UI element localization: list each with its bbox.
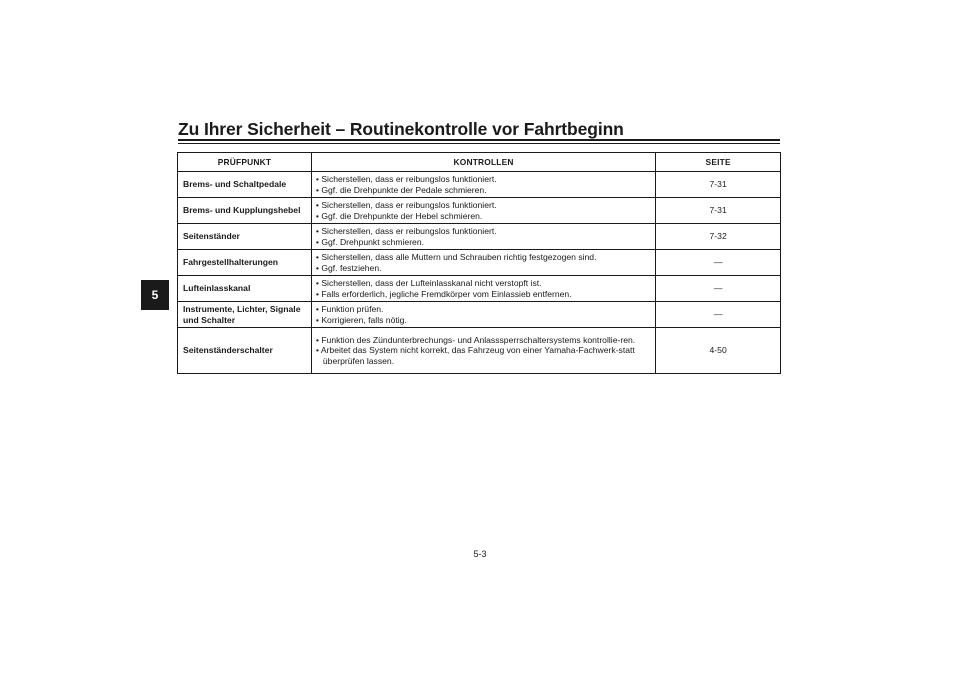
row-checks [311,328,655,374]
row-page: 7-31 [656,198,781,224]
row-point: Seitenständerschalter [178,328,312,374]
check-item: • Ggf. die Drehpunkte der Pedale schmieren. [316,185,650,195]
check-item: • Sicherstellen, dass der Lufteinlasskanal nicht verstopft ist. [316,278,650,288]
page-number: 5-3 [473,549,487,559]
table-row [178,276,781,302]
row-page: — [656,302,781,328]
row-page: 7-32 [656,224,781,250]
column-header-page: SEITE [656,153,781,172]
check-item: • Sicherstellen, dass alle Muttern und Schrauben richtig festgezogen sind. [316,252,650,262]
row-checks [311,302,655,328]
check-item: • Falls erforderlich, jegliche Fremdkörper vom Einlassieb entfernen. [316,289,650,299]
table-row [178,172,781,198]
row-point: Lufteinlasskanal [178,276,312,302]
row-page: — [656,250,781,276]
title-rule-thin [178,143,780,144]
table-row [178,224,781,250]
check-item: • Sicherstellen, dass er reibungslos funktioniert. [316,226,650,236]
check-item: • Funktion prüfen. [316,304,650,314]
table-row [178,198,781,224]
row-checks [311,224,655,250]
check-item: • Ggf. die Drehpunkte der Hebel schmieren. [316,211,650,221]
table-row [178,328,781,374]
table-header-row [178,153,781,172]
page-title: Zu Ihrer Sicherheit – Routinekontrolle vor Fahrtbeginn [178,119,624,139]
row-page: 7-31 [656,172,781,198]
inspection-table [177,152,781,374]
check-item: • Funktion des Zündunterbrechungs- und Anlasssperrschaltersystems kontrollie-ren. [316,335,650,345]
row-point: Fahrgestellhalterungen [178,250,312,276]
title-rule [178,139,780,141]
table-row [178,250,781,276]
row-checks [311,198,655,224]
check-item: • Arbeitet das System nicht korrekt, das Fahrzeug von einer Yamaha-Fachwerk-statt überprüfen lassen. [316,345,650,365]
check-item: • Ggf. festziehen. [316,263,650,273]
row-point: Brems- und Schaltpedale [178,172,312,198]
row-page: — [656,276,781,302]
row-point: Brems- und Kupplungshebel [178,198,312,224]
check-item: • Ggf. Drehpunkt schmieren. [316,237,650,247]
chapter-tab: 5 [141,280,169,310]
row-checks [311,250,655,276]
row-page: 4-50 [656,328,781,374]
column-header-point: PRÜFPUNKT [178,153,312,172]
check-item: • Sicherstellen, dass er reibungslos funktioniert. [316,200,650,210]
row-checks [311,172,655,198]
table-row [178,302,781,328]
column-header-checks: KONTROLLEN [311,153,655,172]
check-item: • Korrigieren, falls nötig. [316,315,650,325]
row-checks [311,276,655,302]
row-point: Seitenständer [178,224,312,250]
check-item: • Sicherstellen, dass er reibungslos funktioniert. [316,174,650,184]
row-point: Instrumente, Lichter, Signale und Schalter [178,302,312,328]
